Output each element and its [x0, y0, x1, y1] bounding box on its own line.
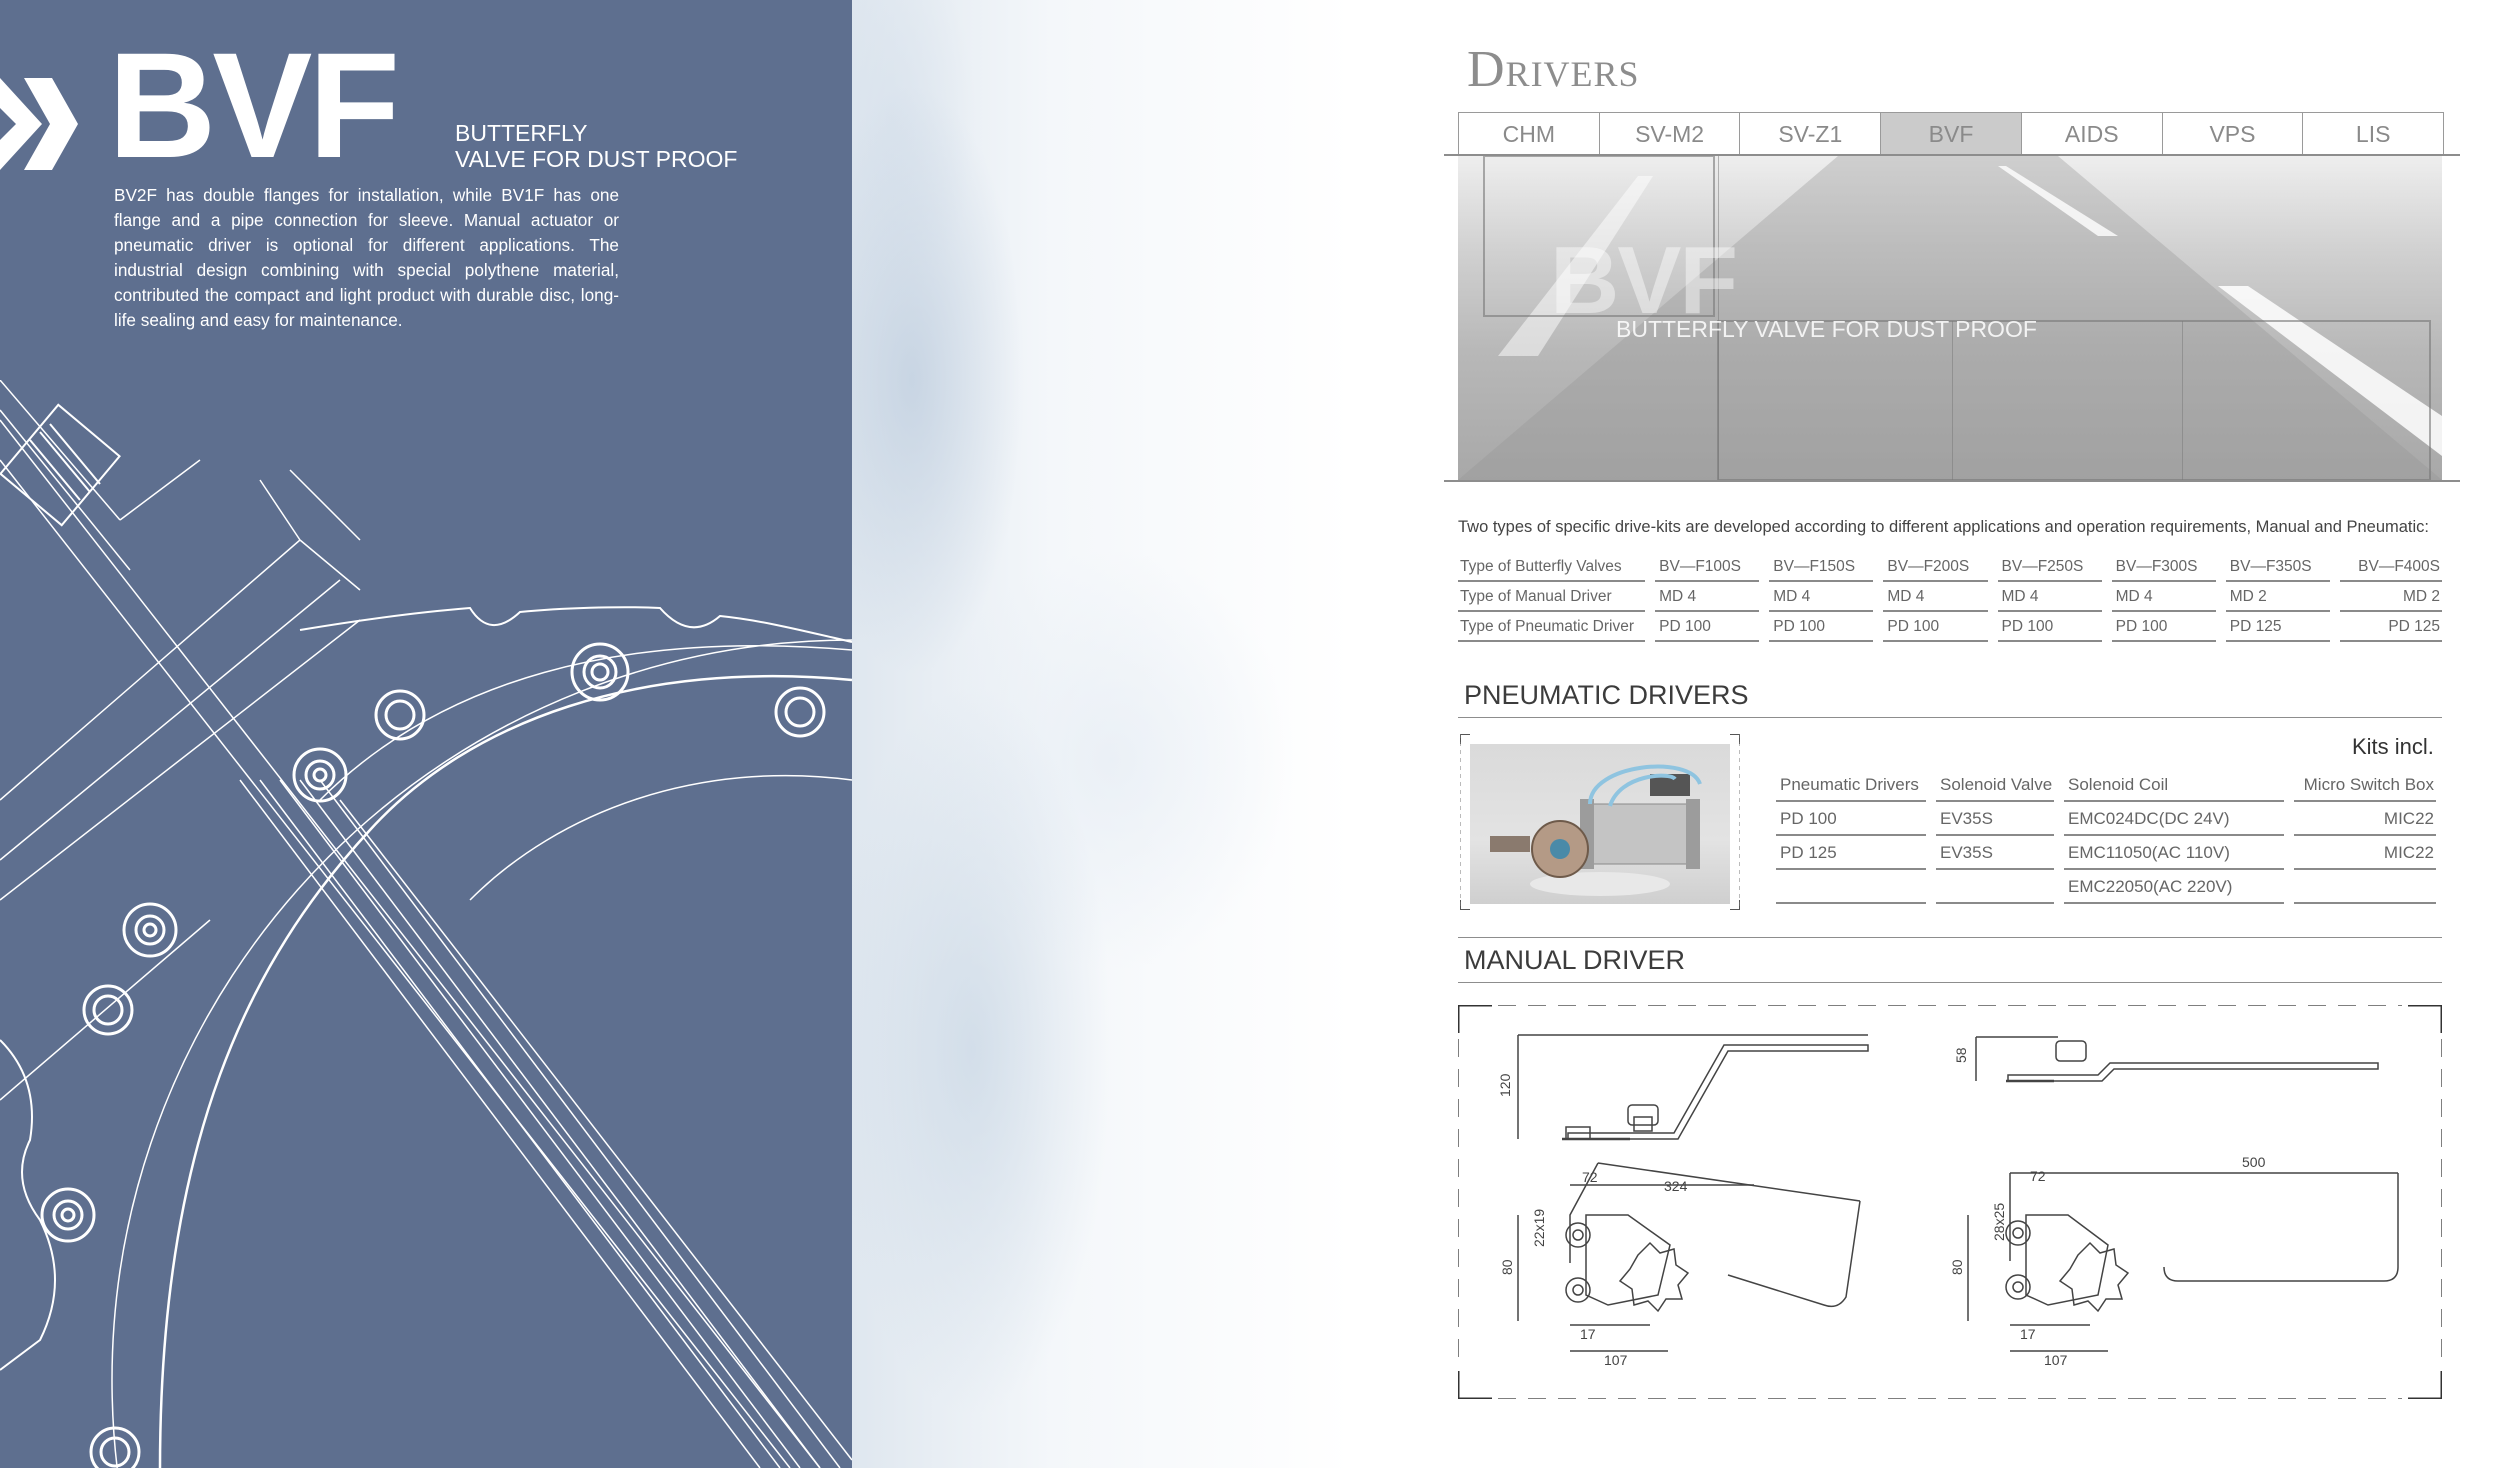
dim-left-depth: 80: [1499, 1259, 1515, 1275]
hero-subtitle-line2: VALVE FOR DUST PROOF: [455, 146, 738, 172]
tab-aids[interactable]: AIDS: [2022, 113, 2163, 155]
dim-right-height: 58: [1953, 1047, 1969, 1063]
table-cell: BV—F250S: [1998, 554, 2102, 582]
table-cell: BV—F200S: [1883, 554, 1987, 582]
table-row: [1776, 872, 2442, 906]
tab-vps[interactable]: VPS: [2163, 113, 2304, 155]
table-cell: MD 4: [1883, 584, 1987, 612]
hero-description: BV2F has double flanges for installation, while BV1F has one flange and a pipe connection for sleeve. Manual actuator or pneumatic driver is optional for different applications. The industrial design combining with special polythene material, contributed the compact and light product with durable disc, long-life sealing and easy for maintenance.: [114, 185, 619, 330]
table-row: [1776, 804, 2442, 838]
table-cell: EV35S: [1936, 838, 2054, 870]
dim-left-base: 107: [1604, 1352, 1628, 1368]
tab-bvf[interactable]: BVF: [1881, 113, 2022, 155]
hero-title: BVF: [108, 21, 396, 189]
table-cell: BV—F400S: [2340, 554, 2442, 582]
left-panel: [0, 0, 852, 1468]
manual-section-title: MANUAL DRIVER: [1464, 945, 1686, 975]
dim-left-width: 72: [1582, 1169, 1598, 1185]
tab-sv-m2[interactable]: SV-M2: [1600, 113, 1741, 155]
table-cell: BV—F150S: [1769, 554, 1873, 582]
dim-left-length: 324: [1664, 1178, 1688, 1194]
intro-text: Two types of specific drive-kits are developed according to different applications and operation requirements, Manual and Pneumatic:: [1458, 518, 2429, 536]
table-cell: PD 100: [1883, 614, 1987, 642]
table-cell: BV—F100S: [1655, 554, 1759, 582]
blueprint-illustration: [0, 380, 852, 1468]
table-cell: PD 100: [1998, 614, 2102, 642]
dim-right-base: 107: [2044, 1352, 2068, 1368]
section-divider: [1458, 937, 2442, 938]
dim-right-length: 500: [2242, 1154, 2266, 1170]
table-cell: MD 4: [1998, 584, 2102, 612]
column-header: Solenoid Coil: [2064, 770, 2284, 802]
column-header: Solenoid Valve: [1936, 770, 2054, 802]
tab-lis[interactable]: LIS: [2355, 121, 2391, 147]
table-cell: MD 4: [1769, 584, 1873, 612]
table-cell: MD 4: [1655, 584, 1759, 612]
column-header: Micro Switch Box: [2294, 770, 2436, 802]
product-tabs: [1458, 112, 2444, 156]
dim-right-depth: 80: [1949, 1259, 1965, 1275]
hero-subtitle: [455, 120, 737, 172]
column-header: Pneumatic Drivers: [1776, 770, 1926, 802]
banner-divider: [1444, 480, 2460, 482]
actuator-illustration: [1470, 744, 1730, 904]
table-cell: MD 4: [2112, 584, 2216, 612]
pneumatic-driver-photo: [1460, 734, 1740, 910]
tab-chm[interactable]: CHM: [1459, 113, 1600, 155]
row-label: Type of Manual Driver: [1458, 584, 1645, 612]
tab-sv-z1[interactable]: SV-Z1: [1740, 113, 1881, 155]
dim-left-slot: 22x19: [1531, 1208, 1547, 1247]
kits-label: Kits incl.: [2352, 734, 2434, 759]
banner-title: BVF: [1550, 227, 1736, 334]
table-cell: PD 100: [1655, 614, 1759, 642]
table-row: [1776, 838, 2442, 872]
table-cell: PD 125: [2226, 614, 2330, 642]
table-cell: [1936, 872, 2054, 904]
table-cell: MIC22: [2294, 838, 2436, 870]
row-label: Type of Pneumatic Driver: [1458, 614, 1645, 642]
spec-table: [1458, 554, 2442, 644]
pneumatic-section-title: PNEUMATIC DRIVERS: [1464, 680, 1749, 710]
hero-subtitle-line1: BUTTERFLY: [455, 120, 588, 146]
table-cell: MD 2: [2226, 584, 2330, 612]
page-title: Drivers: [1467, 41, 1640, 98]
table-row: [1458, 614, 2442, 644]
table-cell: EMC22050(AC 220V): [2064, 872, 2284, 904]
section-divider: [1458, 717, 2442, 718]
table-cell: [1776, 872, 1926, 904]
banner-image: [1458, 156, 2442, 480]
table-header-row: [1776, 770, 2442, 804]
table-cell: MD 2: [2340, 584, 2442, 612]
table-cell: PD 125: [1776, 838, 1926, 870]
dim-left-offset: 17: [1580, 1326, 1596, 1342]
table-cell: EMC024DC(DC 24V): [2064, 804, 2284, 836]
dim-right-offset: 17: [2020, 1326, 2036, 1342]
table-cell: EMC11050(AC 110V): [2064, 838, 2284, 870]
table-cell: [2294, 872, 2436, 904]
table-row: [1458, 584, 2442, 614]
table-cell: MIC22: [2294, 804, 2436, 836]
table-cell: PD 100: [2112, 614, 2216, 642]
table-row: [1458, 554, 2442, 584]
banner-subtitle: BUTTERFLY VALVE FOR DUST PROOF: [1616, 316, 2037, 342]
table-cell: PD 125: [2340, 614, 2442, 642]
mist-background: [852, 0, 1352, 1468]
table-cell: BV—F350S: [2226, 554, 2330, 582]
table-cell: BV—F300S: [2112, 554, 2216, 582]
row-label: Type of Butterfly Valves: [1458, 554, 1645, 582]
dim-right-slot: 28x25: [1991, 1202, 2007, 1241]
table-cell: EV35S: [1936, 804, 2054, 836]
manual-driver-drawing: [1458, 1005, 2442, 1399]
table-cell: PD 100: [1776, 804, 1926, 836]
dim-right-width: 72: [2030, 1168, 2046, 1184]
kits-table: [1776, 770, 2442, 906]
photo-backdrop: [1470, 744, 1730, 904]
dim-left-height: 120: [1497, 1073, 1513, 1097]
table-cell: PD 100: [1769, 614, 1873, 642]
chevron-right-icon: [0, 78, 78, 170]
section-divider: [1458, 982, 2442, 983]
